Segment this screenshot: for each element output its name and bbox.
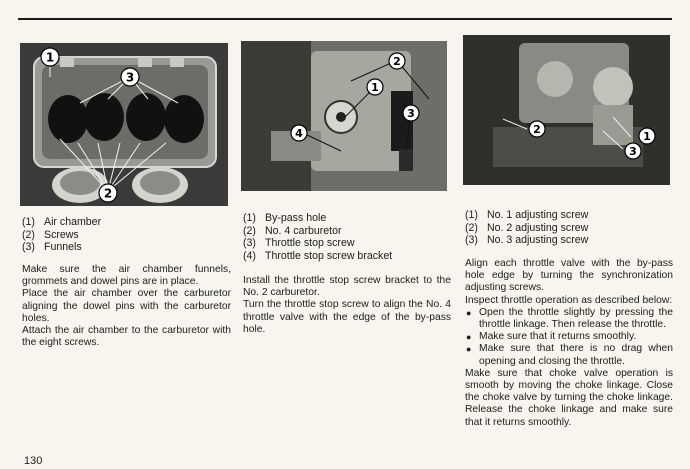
air-chamber-photo <box>20 43 228 206</box>
instruction-paragraph: Inspect throttle operation as described below: <box>465 294 673 306</box>
legend-item: (4) Throttle stop screw bracket <box>243 249 393 262</box>
adjusting-screw-legend <box>465 209 588 247</box>
svg-text:4: 4 <box>295 127 303 140</box>
inspection-checklist <box>465 307 673 368</box>
legend-item: (3) Throttle stop screw <box>243 237 355 250</box>
checklist-item: ● Open the throttle slightly by pressing the throttle linkage. Then release the throttle. <box>465 307 673 331</box>
legend-item: (1) Air chamber <box>22 216 102 228</box>
legend-item: (1) No. 1 adjusting screw <box>465 209 589 221</box>
checklist-item: ● Make sure that it returns smoothly. <box>465 331 673 343</box>
no1-adjusting-screw-callout-1 <box>639 128 655 144</box>
bracket-callout-4 <box>291 125 307 141</box>
instruction-paragraph: Install the throttle stop screw bracket to the No. 2 carburetor. <box>243 275 451 299</box>
instruction-paragraph: Place the air chamber over the carburetor aligning the dowel pins with the carburetor holes. <box>22 288 231 324</box>
carburetor-legend <box>243 212 392 262</box>
throttle-stop-screw-callout-3 <box>403 105 419 121</box>
air-chamber-legend <box>22 216 101 254</box>
instruction-paragraph: Attach the air chamber to the carburetor with the eight screws. <box>22 325 231 349</box>
svg-text:3: 3 <box>629 145 637 158</box>
throttle-stop-instructions <box>243 275 451 336</box>
instruction-paragraph: Turn the throttle stop screw to align the No. 4 throttle valve with the edge of the by-pass hole. <box>243 299 451 335</box>
carburetor-bypass-photo <box>241 41 447 191</box>
svg-text:1: 1 <box>371 81 379 94</box>
legend-item: (2) No. 2 adjusting screw <box>465 221 589 234</box>
svg-text:3: 3 <box>125 70 135 85</box>
legend-item: (2) No. 4 carburetor <box>243 224 342 237</box>
svg-text:2: 2 <box>533 123 541 136</box>
legend-item: (1) By-pass hole <box>243 212 327 224</box>
no4-carburetor-callout-2 <box>389 53 405 69</box>
no2-adjusting-screw-callout-2 <box>529 121 545 137</box>
legend-item: (3) No. 3 adjusting screw <box>465 234 589 247</box>
checklist-item: ● Make sure that there is no drag when opening and closing the throttle. <box>465 343 673 367</box>
svg-text:2: 2 <box>393 55 401 68</box>
air-chamber-instructions <box>22 264 231 349</box>
svg-text:2: 2 <box>103 186 113 201</box>
adjusting-screw-illustration <box>463 35 670 185</box>
air-chamber-illustration <box>20 43 228 206</box>
air-chamber-callout-1 <box>41 48 59 66</box>
svg-text:1: 1 <box>45 50 55 65</box>
bypass-hole-callout-1 <box>367 79 383 95</box>
page-number: 130 <box>24 455 43 467</box>
legend-item: (2) Screws <box>22 228 79 241</box>
synchronization-instructions <box>465 258 673 429</box>
screws-callout-2 <box>99 184 117 202</box>
instruction-paragraph: Make sure that choke valve operation is smooth by moving the choke linkage. Close the choke valve by turning the choke linkage. Release the choke linkage and make sure that it returns smoothly. <box>465 367 673 428</box>
instruction-paragraph: Make sure the air chamber funnels, grommets and dowel pins are in place. <box>22 264 231 288</box>
legend-item: (3) Funnels <box>22 241 82 254</box>
no3-adjusting-screw-callout-3 <box>625 143 641 159</box>
svg-text:3: 3 <box>407 107 415 120</box>
funnels-callout-3 <box>121 68 139 86</box>
svg-text:1: 1 <box>643 130 651 143</box>
instruction-paragraph: Align each throttle valve with the by-pass hole edge by turning the synchronization adjusting screws. <box>465 258 673 294</box>
adjusting-screw-photo <box>463 35 670 185</box>
header-rule <box>18 18 672 20</box>
carburetor-illustration <box>241 41 447 191</box>
